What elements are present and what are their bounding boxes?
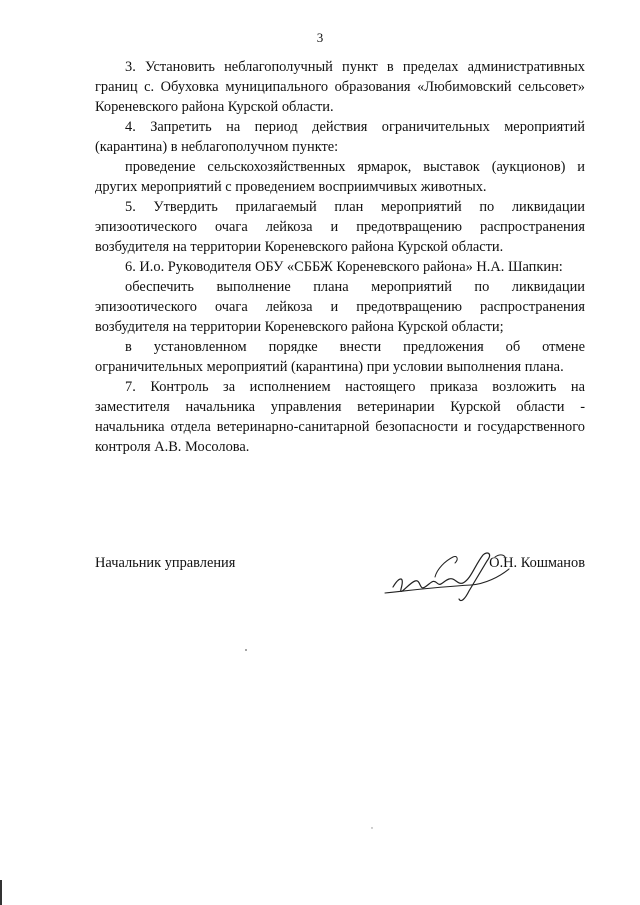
signature-block [95, 555, 585, 615]
paragraph-item-3: 3. Установить неблагополучный пункт в пределах административных границ с. Обуховка муниципального образования «Любимовский сельсовет» Кореневского района Курской области. [95, 59, 585, 115]
paragraph-item-6-subitem-1: обеспечить выполнение плана мероприятий по ликвидации эпизоотического очага лейкоза и предотвращению распространения возбудителя на территории Кореневского района Курской области; [95, 279, 585, 335]
document-body [95, 57, 585, 457]
signatory-title: Начальник управления [95, 555, 236, 571]
paragraph-item-4: 4. Запретить на период действия ограничительных мероприятий (карантина) в неблагополучном пункте: [95, 119, 585, 155]
signatory-name: О.Н. Кошманов [489, 555, 585, 571]
paragraph-item-6: 6. И.о. Руководителя ОБУ «СББЖ Кореневского района» Н.А. Шапкин: [125, 259, 563, 275]
paragraph-item-7: 7. Контроль за исполнением настоящего приказа возложить на заместителя начальника управления ветеринарии Курской области - начальника отдела ветеринарно-санитарной безопасности и государственного контроля А.В. Мосолова. [95, 379, 585, 455]
paragraph-item-4-subitem: проведение сельскохозяйственных ярмарок, выставок (аукционов) и других мероприятий с проведением восприимчивых животных. [95, 159, 585, 195]
paragraph-item-5: 5. Утвердить прилагаемый план мероприятий по ликвидации эпизоотического очага лейкоза и предотвращению распространения возбудителя на территории Кореневского района Курской области. [95, 199, 585, 255]
page-number: 3 [316, 30, 324, 45]
paragraph-item-6-subitem-2: в установленном порядке внести предложения об отмене ограничительных мероприятий (карантина) при условии выполнения плана. [95, 339, 585, 375]
